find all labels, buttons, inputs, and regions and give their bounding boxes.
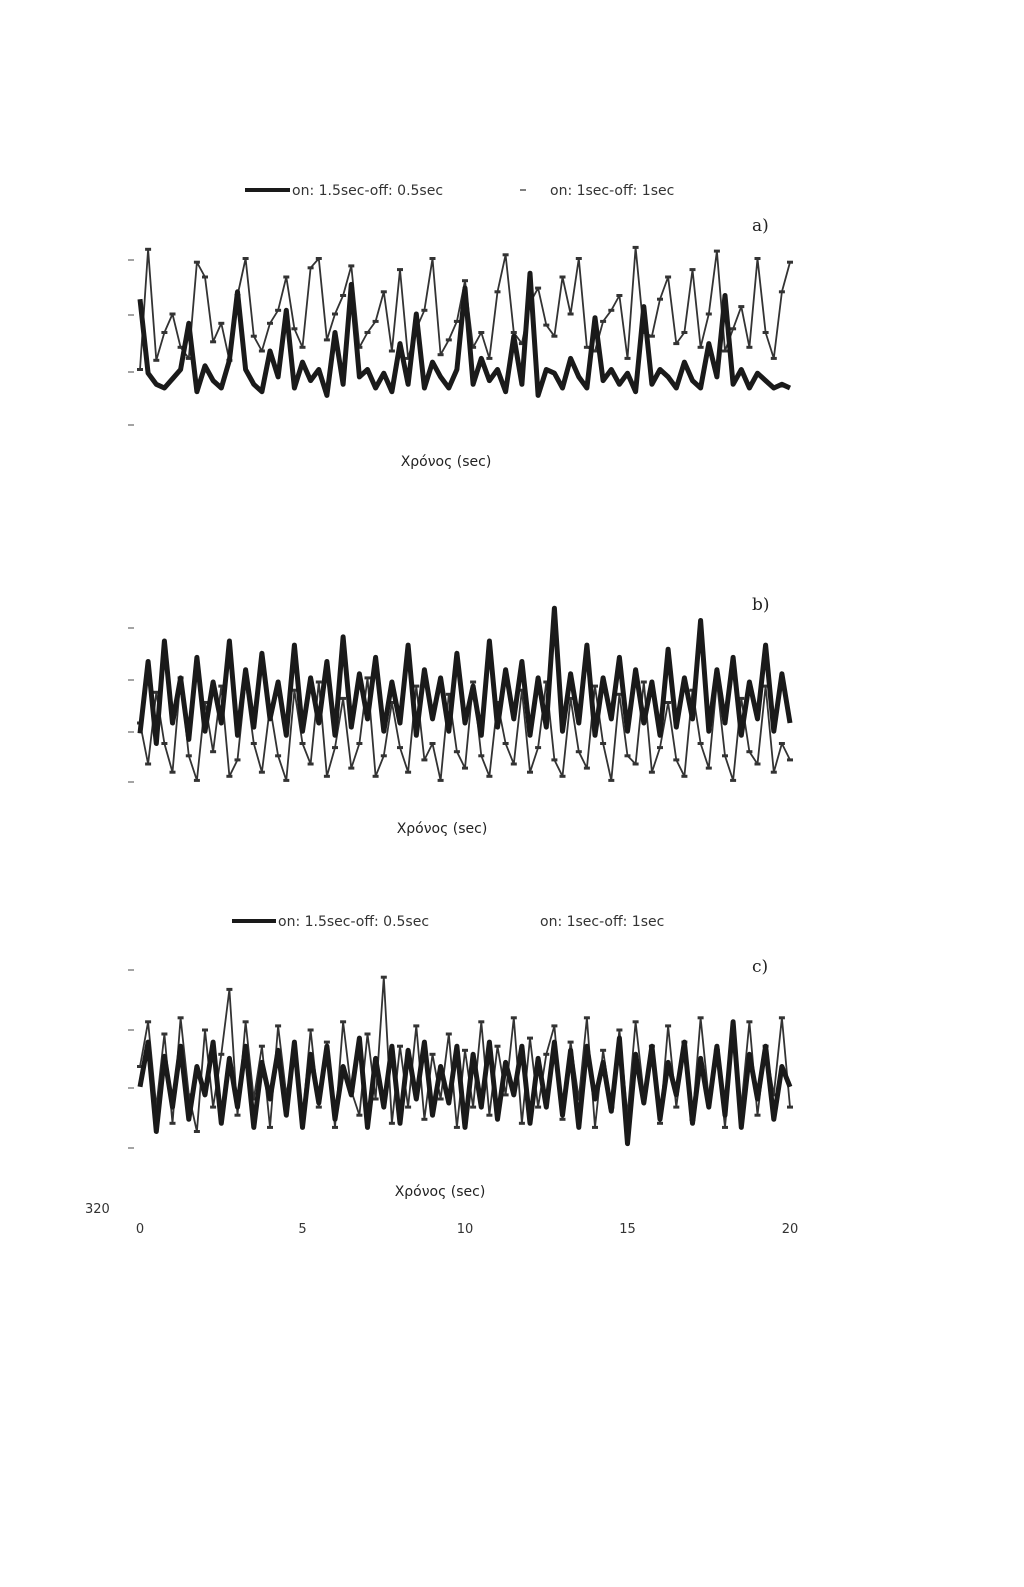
series-layer-c bbox=[137, 976, 793, 1144]
series-marker bbox=[170, 313, 176, 316]
series-marker bbox=[397, 1045, 403, 1048]
series-marker bbox=[649, 335, 655, 338]
series-marker bbox=[438, 1098, 444, 1101]
series-marker bbox=[316, 257, 322, 260]
series-marker bbox=[340, 697, 346, 700]
series-marker bbox=[771, 357, 777, 360]
series-marker bbox=[365, 1033, 371, 1036]
series-marker bbox=[438, 779, 444, 782]
series-marker bbox=[730, 779, 736, 782]
series-marker bbox=[251, 742, 257, 745]
series-marker bbox=[161, 331, 167, 334]
series-marker bbox=[779, 1016, 785, 1019]
series-marker bbox=[681, 331, 687, 334]
series-layer-b bbox=[137, 608, 793, 782]
series-marker bbox=[641, 681, 647, 684]
series-marker bbox=[462, 279, 468, 282]
series-marker bbox=[218, 1053, 224, 1056]
series-marker bbox=[551, 758, 557, 761]
series-marker bbox=[665, 1024, 671, 1027]
series-marker bbox=[551, 1024, 557, 1027]
series-marker bbox=[633, 763, 639, 766]
series-marker bbox=[161, 742, 167, 745]
series-marker bbox=[584, 767, 590, 770]
series-marker bbox=[308, 1029, 314, 1032]
series-marker bbox=[657, 746, 663, 749]
series-marker bbox=[340, 1020, 346, 1023]
series-marker bbox=[275, 1024, 281, 1027]
series-marker bbox=[202, 1029, 208, 1032]
panel-b bbox=[128, 595, 793, 837]
series-marker bbox=[616, 1029, 622, 1032]
series-marker bbox=[673, 1106, 679, 1109]
series-marker bbox=[267, 1126, 273, 1129]
series-marker bbox=[251, 335, 257, 338]
series-marker bbox=[568, 1041, 574, 1044]
series-marker bbox=[373, 320, 379, 323]
series-marker bbox=[568, 313, 574, 316]
series-marker bbox=[259, 771, 265, 774]
series-marker bbox=[625, 357, 631, 360]
series-marker bbox=[446, 1033, 452, 1036]
series-marker bbox=[470, 1106, 476, 1109]
series-marker bbox=[478, 754, 484, 757]
series-marker bbox=[600, 742, 606, 745]
legend-label-series-1: on: 1.5sec-off: 0.5sec bbox=[292, 183, 444, 199]
panel-label-b: b) bbox=[752, 595, 770, 615]
series-marker bbox=[462, 1049, 468, 1052]
series-line-thick bbox=[140, 1022, 790, 1144]
series-marker bbox=[576, 750, 582, 753]
series-marker bbox=[592, 1126, 598, 1129]
series-marker bbox=[389, 1122, 395, 1125]
series-marker bbox=[145, 763, 151, 766]
series-marker bbox=[283, 276, 289, 279]
series-marker bbox=[324, 338, 330, 341]
series-marker bbox=[332, 1126, 338, 1129]
series-marker bbox=[560, 1118, 566, 1121]
series-marker bbox=[543, 324, 549, 327]
x-tick-label: 20 bbox=[781, 1222, 799, 1237]
series-marker bbox=[365, 331, 371, 334]
x-axis-tick-labels bbox=[136, 1222, 798, 1237]
series-marker bbox=[722, 1126, 728, 1129]
series-marker bbox=[194, 1130, 200, 1133]
series-marker bbox=[259, 1045, 265, 1048]
series-marker bbox=[300, 742, 306, 745]
series-marker bbox=[421, 758, 427, 761]
series-marker bbox=[283, 779, 289, 782]
y-axis-min-label: 320 bbox=[85, 1202, 110, 1217]
series-marker bbox=[430, 1053, 436, 1056]
series-marker bbox=[535, 287, 541, 290]
x-tick-label: 5 bbox=[298, 1222, 307, 1237]
series-marker bbox=[275, 754, 281, 757]
series-marker bbox=[470, 681, 476, 684]
series-marker bbox=[243, 257, 249, 260]
y-axis-ticks-c bbox=[128, 970, 134, 1148]
series-marker bbox=[698, 346, 704, 349]
series-marker bbox=[600, 1049, 606, 1052]
series-marker bbox=[633, 246, 639, 249]
series-marker bbox=[210, 750, 216, 753]
series-marker bbox=[235, 1114, 241, 1117]
x-tick-label: 15 bbox=[619, 1222, 636, 1237]
series-marker bbox=[235, 758, 241, 761]
series-marker bbox=[698, 1016, 704, 1019]
series-marker bbox=[170, 771, 176, 774]
series-marker bbox=[478, 331, 484, 334]
series-line-thick bbox=[140, 273, 790, 395]
series-marker bbox=[722, 350, 728, 353]
series-marker bbox=[438, 353, 444, 356]
series-marker bbox=[519, 1122, 525, 1125]
series-marker bbox=[397, 746, 403, 749]
series-marker bbox=[170, 1122, 176, 1125]
legend-label-series-1: on: 1.5sec-off: 0.5sec bbox=[278, 914, 430, 930]
series-marker bbox=[421, 309, 427, 312]
series-marker bbox=[381, 290, 387, 293]
series-marker bbox=[397, 268, 403, 271]
series-marker bbox=[698, 742, 704, 745]
series-marker bbox=[495, 290, 501, 293]
series-marker bbox=[462, 767, 468, 770]
series-marker bbox=[511, 331, 517, 334]
x-tick-label: 10 bbox=[456, 1222, 474, 1237]
series-marker bbox=[576, 257, 582, 260]
series-marker bbox=[560, 276, 566, 279]
series-marker bbox=[673, 758, 679, 761]
legend-label-series-2: on: 1sec-off: 1sec bbox=[540, 914, 665, 930]
series-marker bbox=[608, 779, 614, 782]
series-marker bbox=[373, 775, 379, 778]
series-marker bbox=[755, 1114, 761, 1117]
series-marker bbox=[584, 1016, 590, 1019]
panel-c bbox=[85, 914, 798, 1237]
series-marker bbox=[608, 309, 614, 312]
series-marker bbox=[316, 681, 322, 684]
series-marker bbox=[755, 763, 761, 766]
series-marker bbox=[787, 758, 793, 761]
series-marker bbox=[300, 346, 306, 349]
series-marker bbox=[755, 257, 761, 260]
series-marker bbox=[779, 290, 785, 293]
series-marker bbox=[186, 754, 192, 757]
series-marker bbox=[551, 335, 557, 338]
legend-a bbox=[245, 183, 674, 199]
series-marker bbox=[332, 746, 338, 749]
series-marker bbox=[194, 261, 200, 264]
series-marker bbox=[779, 742, 785, 745]
series-marker bbox=[324, 775, 330, 778]
series-marker bbox=[137, 368, 143, 371]
series-marker bbox=[787, 1106, 793, 1109]
series-marker bbox=[511, 763, 517, 766]
y-axis-ticks-b bbox=[128, 628, 134, 782]
series-marker bbox=[316, 1106, 322, 1109]
series-marker bbox=[527, 771, 533, 774]
legend-label-series-2: on: 1sec-off: 1sec bbox=[550, 183, 675, 199]
x-axis-title-b: Χρόνος (sec) bbox=[396, 821, 488, 837]
series-marker bbox=[153, 359, 159, 362]
series-marker bbox=[243, 1020, 249, 1023]
series-marker bbox=[746, 346, 752, 349]
series-layer-a bbox=[137, 246, 793, 396]
series-marker bbox=[340, 294, 346, 297]
series-marker bbox=[454, 320, 460, 323]
series-marker bbox=[348, 264, 354, 267]
panel-label-c: c) bbox=[752, 957, 769, 977]
series-marker bbox=[365, 676, 371, 679]
series-marker bbox=[503, 253, 509, 256]
series-marker bbox=[600, 320, 606, 323]
series-marker bbox=[625, 754, 631, 757]
series-marker bbox=[495, 1045, 501, 1048]
series-marker bbox=[405, 1106, 411, 1109]
series-marker bbox=[210, 340, 216, 343]
series-marker bbox=[421, 1118, 427, 1121]
series-marker bbox=[381, 754, 387, 757]
panel-a bbox=[128, 183, 793, 470]
series-marker bbox=[633, 1020, 639, 1023]
series-marker bbox=[681, 775, 687, 778]
legend-c bbox=[232, 914, 664, 930]
series-marker bbox=[535, 746, 541, 749]
series-marker bbox=[690, 268, 696, 271]
series-marker bbox=[486, 357, 492, 360]
series-marker bbox=[657, 1122, 663, 1125]
series-marker bbox=[722, 754, 728, 757]
series-marker bbox=[665, 276, 671, 279]
series-marker bbox=[706, 767, 712, 770]
series-marker bbox=[178, 1016, 184, 1019]
series-marker bbox=[145, 248, 151, 251]
series-marker bbox=[560, 775, 566, 778]
series-marker bbox=[210, 1106, 216, 1109]
series-marker bbox=[454, 750, 460, 753]
series-marker bbox=[478, 1020, 484, 1023]
x-tick-label: 0 bbox=[135, 1222, 145, 1237]
series-marker bbox=[763, 331, 769, 334]
series-marker bbox=[706, 313, 712, 316]
series-marker bbox=[430, 257, 436, 260]
series-marker bbox=[665, 701, 671, 704]
series-marker bbox=[511, 1016, 517, 1019]
series-marker bbox=[543, 1053, 549, 1056]
series-marker bbox=[714, 250, 720, 253]
series-marker bbox=[730, 327, 736, 330]
series-marker bbox=[413, 1024, 419, 1027]
series-marker bbox=[381, 976, 387, 979]
series-marker bbox=[348, 767, 354, 770]
series-marker bbox=[226, 988, 232, 991]
series-marker bbox=[275, 309, 281, 312]
series-marker bbox=[649, 771, 655, 774]
series-line-thick bbox=[140, 608, 790, 743]
series-marker bbox=[308, 266, 314, 269]
panel-label-a: a) bbox=[752, 216, 769, 236]
series-marker bbox=[446, 338, 452, 341]
series-marker bbox=[161, 1033, 167, 1036]
series-marker bbox=[332, 313, 338, 316]
x-axis-title-c: Χρόνος (sec) bbox=[394, 1184, 486, 1200]
series-marker bbox=[194, 779, 200, 782]
series-marker bbox=[145, 1020, 151, 1023]
series-marker bbox=[616, 294, 622, 297]
series-marker bbox=[356, 1114, 362, 1117]
series-marker bbox=[267, 322, 273, 325]
series-marker bbox=[771, 771, 777, 774]
series-marker bbox=[535, 1106, 541, 1109]
series-marker bbox=[486, 1114, 492, 1117]
series-marker bbox=[787, 261, 793, 264]
series-marker bbox=[373, 1098, 379, 1101]
series-marker bbox=[454, 1126, 460, 1129]
series-marker bbox=[405, 771, 411, 774]
series-marker bbox=[657, 298, 663, 301]
series-marker bbox=[430, 742, 436, 745]
series-marker bbox=[389, 350, 395, 353]
series-marker bbox=[202, 276, 208, 279]
series-marker bbox=[324, 1041, 330, 1044]
series-marker bbox=[291, 327, 297, 330]
series-marker bbox=[308, 763, 314, 766]
series-marker bbox=[218, 322, 224, 325]
series-marker bbox=[259, 350, 265, 353]
y-axis-ticks-a bbox=[128, 260, 134, 425]
series-marker bbox=[527, 1037, 533, 1040]
series-marker bbox=[226, 775, 232, 778]
series-marker bbox=[503, 742, 509, 745]
series-marker bbox=[486, 775, 492, 778]
series-marker bbox=[673, 342, 679, 345]
series-marker bbox=[746, 750, 752, 753]
series-marker bbox=[738, 305, 744, 308]
series-marker bbox=[746, 1020, 752, 1023]
series-marker bbox=[356, 742, 362, 745]
x-axis-title-a: Χρόνος (sec) bbox=[400, 454, 492, 470]
